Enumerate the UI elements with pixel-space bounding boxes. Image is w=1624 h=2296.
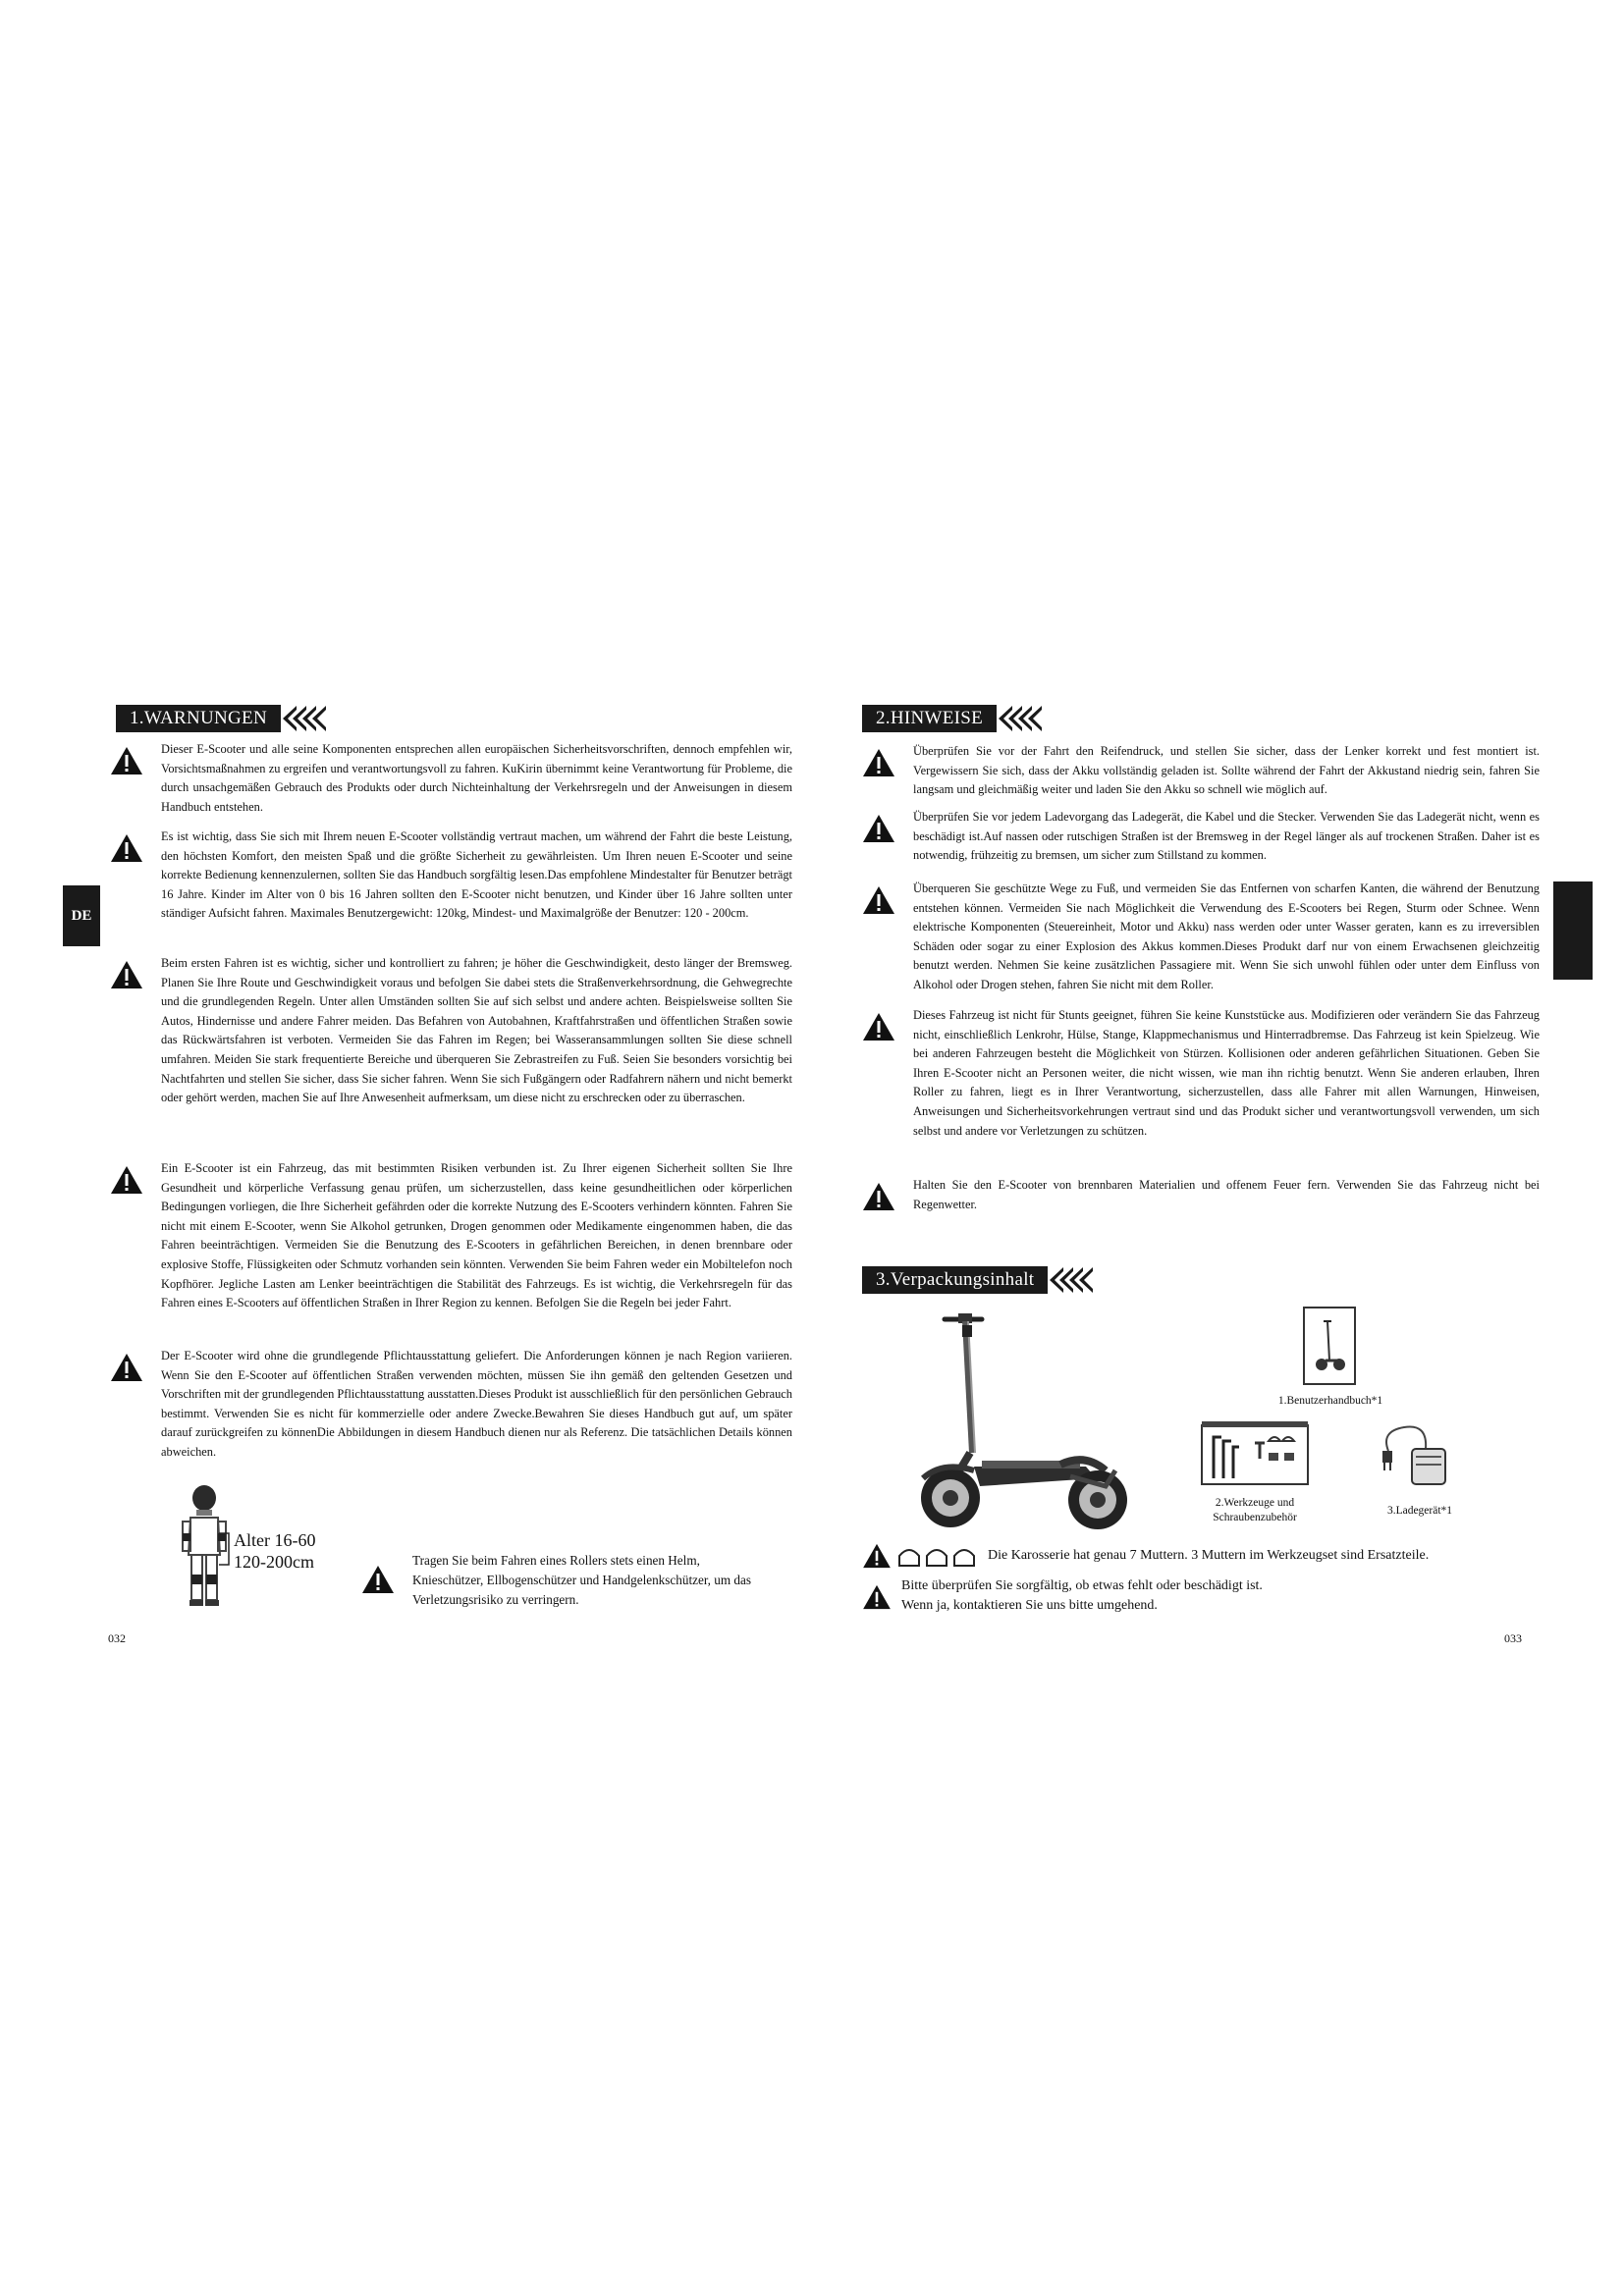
language-tab: DE <box>63 885 100 946</box>
warning-triangle-icon <box>862 885 895 915</box>
warning-triangle-icon <box>862 1584 892 1610</box>
hint-block-4 <box>862 1006 1540 1141</box>
hint-text: Dieses Fahrzeug ist nicht für Stunts geeignet, führen Sie keine Kunststücke aus. Modifizieren oder verändern Sie das Fahrzeug nicht, einschließlich Lenkrohr, Hülse, Stange, Klappmechanismus und Hinterradbremse. Das Fahrzeug ist kein Spielzeug. Wie bei anderen Fahrzeugen besteht die Möglichkeit von Stürzen. Kollisionen oder anderen gefährlichen Situationen. Geben Sie Ihren E-Scooter nicht an Personen weiter, die nicht wissen, wie man ihn richtig benutzt. Wenn Sie anderen erlauben, Ihren Roller zu fahren, liegt es in Ihrer Verantwortung, sicherzustellen, dass alle Fahrer mit allen Warnungen, Hinweisen, Anweisungen und Sicherheitsvorkehrungen vertraut sind und das Produkt sicher und verantwortungsvoll verwenden, um sich selbst und andere vor Verletzungen zu schützen. <box>913 1008 1540 1138</box>
warning-block-4 <box>110 1159 792 1313</box>
warning-text: Ein E-Scooter ist ein Fahrzeug, das mit bestimmten Risiken verbunden ist. Zu Ihrer eigenen Sicherheit sollten Sie Ihre Gesundheit und körperliche Verfassung genau prüfen, um sicherzustellen, dass keine gesundheitlichen oder körperlichen Bedingungen vorliegen, die Ihre Sicherheit gefährden oder die korrekte Nutzung des E-Scooters verhindern könnten. Fahren Sie nicht mit einem E-Scooter, wenn Sie Alkohol getrunken, Drogen genommen oder Medikamente eingenommen haben, die das Fahren beeinträchtigen. Vermeiden Sie die Benutzung des E-Scooters in gefährlichen Bereichen, in denen brennbare oder explosive Stoffe, Flüssigkeiten oder Schmutz vorhanden sein könnten. Verwenden Sie beim Fahren weder ein Mobiltelefon noch Kopfhörer. Jegliche Lasten am Lenker beeinträchtigen die Stabilität des Fahrzeugs. Es ist wichtig, die Verkehrsregeln für das Fahren eines E-Scooters auf öffentlichen Straßen in Ihrer Region zu kennen. Befolgen Sie die Regeln bei jeder Fahrt. <box>161 1161 792 1310</box>
page-number-left: 032 <box>108 1631 126 1645</box>
check-note-text <box>901 1576 1263 1616</box>
nut-icons <box>897 1544 978 1568</box>
check-note-line2: Wenn ja, kontaktieren Sie uns bitte umgehend. <box>901 1598 1158 1613</box>
charger-illustration <box>1375 1421 1453 1488</box>
warning-block-3 <box>110 954 792 1108</box>
warning-triangle-icon <box>110 1353 143 1382</box>
warning-block-5 <box>110 1347 792 1463</box>
section-header-verpackungsinhalt <box>862 1266 1093 1294</box>
hint-text: Überprüfen Sie vor der Fahrt den Reifendruck, und stellen Sie sicher, dass der Lenker korrekt und fest montiert ist. Vergewissern Sie sich, dass der Akku vollständig geladen ist. Sollte während der Fahrt der Akkustand niedrig sein, fahren Sie langsam und gleichmäßig weiter und laden Sie den Akku so schnell wie möglich auf. <box>913 744 1540 797</box>
height-range-label: 120-200cm <box>234 1552 314 1572</box>
hint-block-5 <box>862 1176 1540 1214</box>
e-scooter-illustration <box>913 1306 1149 1541</box>
hint-text: Überprüfen Sie vor jedem Ladevorgang das Ladegerät, die Kabel und die Stecker. Verwenden Sie das Ladegerät nicht, wenn es beschädigt ist.Auf nassen oder rutschigen Straßen ist der Bremsweg in der Regel länger als auf trockenen Straßen. Daher ist es notwendig, frühzeitig zu bremsen, um sicher zum Stillstand zu kommen. <box>913 810 1540 863</box>
warning-triangle-icon <box>862 814 895 843</box>
hint-text: Halten Sie den E-Scooter von brennbaren Materialien und offenem Feuer fern. Verwenden Sie das Fahrzeug nicht bei Regenwetter. <box>913 1178 1540 1211</box>
chevron-decoration-icon <box>1054 1267 1093 1293</box>
page-number-right: 033 <box>1504 1631 1522 1645</box>
warning-text: Es ist wichtig, dass Sie sich mit Ihrem neuen E-Scooter vollständig vertraut machen, um während der Fahrt die beste Leistung, den höchsten Komfort, den meisten Spaß und die größte Sicherheit zu gewährleisten. Um Ihren neuen E-Scooter und seine korrekte Bedienung kennenzulernen, sollten Sie das Handbuch sorgfältig lesen.Das empfohlene Mindestalter für Benutzer beträgt 16 Jahre. Kinder im Alter von 0 bis 16 Jahren sollten den E-Scooter nicht benutzen, und Kinder über 16 Jahre sollten unter ständiger Aufsicht fahren. Maximales Benutzergewicht: 120kg, Mindest- und Maximalgröße der Benutzer: 120 - 200cm. <box>161 829 792 921</box>
tools-caption-line1: 2.Werkzeuge und <box>1215 1497 1295 1509</box>
section-title: 2.HINWEISE <box>862 705 997 732</box>
nuts-note-text: Die Karosserie hat genau 7 Muttern. 3 Muttern im Werkzeugset sind Ersatzteile. <box>988 1548 1430 1563</box>
charger-caption: 3.Ladegerät*1 <box>1386 1505 1453 1517</box>
warning-triangle-icon <box>862 1543 892 1569</box>
tools-illustration <box>1200 1419 1310 1488</box>
hint-block-2 <box>862 808 1540 866</box>
tools-caption <box>1196 1496 1314 1525</box>
chevron-decoration-icon <box>1002 706 1042 731</box>
manual-caption: 1.Benutzerhandbuch*1 <box>1277 1395 1383 1407</box>
user-manual-illustration <box>1302 1306 1357 1386</box>
warning-text: Dieser E-Scooter und alle seine Komponenten entsprechen allen europäischen Sicherheitsvorschriften, dennoch empfehlen wir, Vorsichtsmaßnahmen zu ergreifen und verantwortungsvoll zu fahren. KuKirin übernimmt keine Verantwortung für Probleme, die durch unsachgemäßen Gebrauch des Produkts oder durch Nichteinhaltung der Verkehrsregeln und der Anweisungen in diesem Handbuch entstehen. <box>161 742 792 814</box>
warning-triangle-icon <box>862 1182 895 1211</box>
tools-caption-line2: Schraubenzubehör <box>1213 1512 1297 1523</box>
helmet-warning-block <box>361 1551 774 1610</box>
section-title: 1.WARNUNGEN <box>116 705 281 732</box>
warning-triangle-icon <box>110 746 143 775</box>
warning-triangle-icon <box>110 833 143 863</box>
hint-block-3 <box>862 880 1540 995</box>
section-header-hinweise <box>862 705 1042 732</box>
warning-triangle-icon <box>110 1165 143 1195</box>
section-header-warnungen <box>116 705 326 732</box>
section-title: 3.Verpackungsinhalt <box>862 1266 1048 1294</box>
helmet-note-text: Tragen Sie beim Fahren eines Rollers stets einen Helm, Knieschützer, Ellbogenschützer und Handgelenkschützer, um das Verletzungsrisiko zu verringern. <box>412 1553 751 1607</box>
check-note-line1: Bitte überprüfen Sie sorgfältig, ob etwas fehlt oder beschädigt ist. <box>901 1578 1263 1593</box>
warning-triangle-icon <box>110 960 143 989</box>
warning-triangle-icon <box>862 1012 895 1041</box>
side-tab-right <box>1553 881 1593 980</box>
warning-text: Der E-Scooter wird ohne die grundlegende Pflichtausstattung geliefert. Die Anforderungen können je nach Region variieren. Wenn Sie den E-Scooter auf öffentlichen Straßen verwenden möchten, müssen Sie ihn gemäß den geltenden Gesetzen und Vorschriften mit der grundlegenden Pflichtausstattung ausstatten.Dieses Produkt ist ausschließlich für den persönlichen Gebrauch bestimmt. Verwenden Sie es nicht für kommerzielle oder andere Zwecke.Bewahren Sie dieses Handbuch gut auf, um später darauf zurückgreifen zu könnenDie Abbildungen in diesem Handbuch dienen nur als Referenz. Die tatsächlichen Details können abweichen. <box>161 1349 792 1459</box>
warning-text: Beim ersten Fahren ist es wichtig, sicher und kontrolliert zu fahren; je höher die Geschwindigkeit, desto länger der Bremsweg. Planen Sie Ihre Route und Geschwindigkeit voraus und befolgen Sie dabei stets die Straßenverkehrsordnung, die Gehwegrechte und die grundlegenden Regeln. Unter allen Umständen sollten Sie auf sich selbst und andere achten. Beispielsweise sollten Sie Autos, Hindernisse und andere Fahrer meiden. Das Befahren von Autobahnen, Kraftfahrstraßen und öffentlichen Straßen sowie das Rückwärtsfahren ist verboten. Vermeiden Sie das Fahren im Regen; bei Wasseransammlungen sollten Sie diese schnell umfahren. Meiden Sie stark frequentierte Bereiche und überqueren Sie Zebrastreifen zu Fuß. Seien Sie besonders vorsichtig bei Nachtfahrten und stellen Sie sicher, dass Sie sicher fahren. Wenn Sie sich Fußgängern oder Radfahrern nähern und nicht bemerkt oder gehört werden, machen Sie auf Ihre Anwesenheit aufmerksam, um diese nicht zu erschrecken oder zu überraschen. <box>161 956 792 1105</box>
age-range-label: Alter 16-60 <box>234 1530 316 1550</box>
height-bracket-icon <box>217 1531 231 1567</box>
hint-text: Überqueren Sie geschützte Wege zu Fuß, und vermeiden Sie das Entfernen von scharfen Kanten, die während der Benutzung entstehen können. Vermeiden Sie nach Möglichkeit die Verwendung des E-Scooters bei Regen, Sturm oder Schnee. Wenn elektrische Komponenten (Steuereinheit, Motor und Akku) nass werden oder unter Wasser geraten, kann es zu irreversiblen Schäden oder sogar zu einer Explosion des Akkus kommen.Dieses Produkt darf nur von einem Erwachsenen gleichzeitig benutzt werden. Nehmen Sie keine zusätzlichen Passagiere mit. Wenn Sie sich unwohl fühlen oder unter dem Einfluss von Alkohol oder Drogen stehen, fahren Sie nicht mit dem Roller. <box>913 881 1540 991</box>
warning-block-1 <box>110 740 792 817</box>
warning-block-2 <box>110 828 792 924</box>
nuts-note-row <box>862 1543 1429 1569</box>
warning-triangle-icon <box>862 748 895 777</box>
hint-block-1 <box>862 742 1540 800</box>
chevron-decoration-icon <box>287 706 326 731</box>
check-note-block <box>862 1576 1530 1616</box>
warning-triangle-icon <box>361 1565 395 1594</box>
